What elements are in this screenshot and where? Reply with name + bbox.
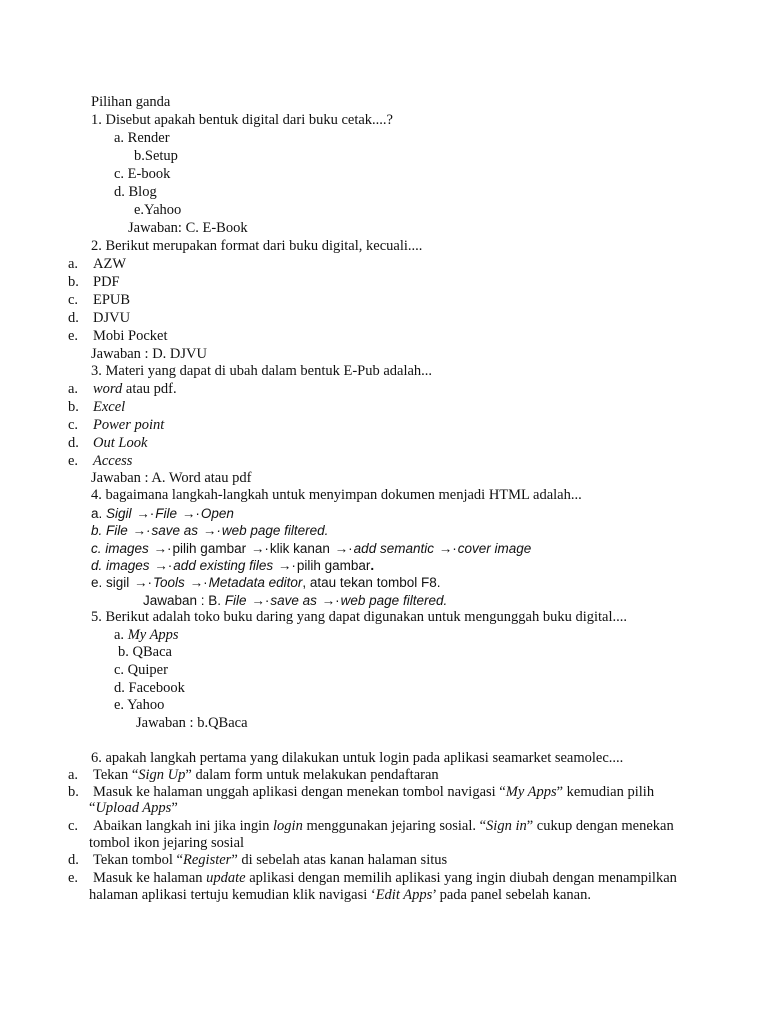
q6-e-pre: Masuk ke halaman bbox=[93, 870, 207, 886]
q4-b-step-1: b. File bbox=[91, 523, 128, 538]
q5-option-e: e. Yahoo bbox=[114, 697, 165, 713]
q2-letter-b: b. bbox=[68, 274, 79, 290]
q2-option-b: PDF bbox=[93, 274, 120, 290]
q6-e-l2-pre: halaman aplikasi tertuju kemudian klik navigasi ‘ bbox=[89, 887, 376, 903]
q6-e-l2-italic: Edit Apps bbox=[375, 887, 433, 903]
q4-option-b bbox=[91, 522, 328, 539]
q4-a-prefix: a. bbox=[91, 506, 107, 521]
q4-a-step-2: File bbox=[155, 506, 178, 521]
q6-letter-e: e. bbox=[68, 870, 79, 886]
q4-c-step-2: pilih gambar bbox=[172, 541, 247, 556]
q5-option-b: b. QBaca bbox=[118, 644, 172, 660]
arrow-icon: →· bbox=[202, 523, 221, 538]
arrow-icon: →· bbox=[153, 541, 172, 556]
q4-option-d bbox=[91, 557, 374, 574]
q3-letter-b: b. bbox=[68, 399, 79, 415]
q6-option-e-line-2 bbox=[89, 887, 591, 904]
question-1: 1. Disebut apakah bentuk digital dari buku cetak....? bbox=[91, 112, 393, 128]
q6-b-pre: Masuk ke halaman unggah aplikasi dengan menekan tombol navigasi “ bbox=[93, 784, 506, 800]
q1-option-a: a. Render bbox=[114, 130, 170, 146]
q1-answer: Jawaban: C. E-Book bbox=[128, 220, 248, 236]
q4-c-step-3: klik kanan bbox=[269, 541, 330, 556]
q6-letter-b: b. bbox=[68, 784, 79, 800]
q4-c-step-5: cover image bbox=[457, 541, 532, 556]
q4-b-step-2: save as bbox=[151, 523, 199, 538]
q6-c-mid: menggunakan jejaring sosial. “ bbox=[302, 818, 487, 834]
q6-option-c-line-2: tombol ikon jejaring sosial bbox=[89, 835, 245, 851]
arrow-icon: →· bbox=[321, 593, 340, 608]
q2-option-d: DJVU bbox=[93, 310, 131, 326]
question-3: 3. Materi yang dapat di ubah dalam bentuk E-Pub adalah... bbox=[91, 363, 433, 379]
arrow-icon: →· bbox=[277, 558, 296, 573]
q4-answer-step-3: web page filtered. bbox=[340, 593, 448, 608]
q6-c-italic: login bbox=[273, 818, 303, 834]
q2-letter-c: c. bbox=[68, 292, 79, 308]
q6-letter-a: a. bbox=[68, 767, 79, 783]
q4-answer-step-2: save as bbox=[270, 593, 317, 608]
q6-c-italic-2: Sign in bbox=[486, 818, 527, 834]
q3-answer: Jawaban : A. Word atau pdf bbox=[91, 470, 252, 486]
q3-letter-a: a. bbox=[68, 381, 79, 397]
q6-e-post: aplikasi dengan memilih aplikasi yang ingin diubah dengan menampilkan bbox=[245, 870, 677, 886]
q3-option-c: Power point bbox=[93, 417, 165, 433]
q6-option-b bbox=[93, 784, 654, 801]
q3-letter-e: e. bbox=[68, 453, 79, 469]
q6-b-post: ” kemudian pilih bbox=[556, 784, 655, 800]
arrow-icon: →· bbox=[181, 506, 200, 521]
q1-option-b: b.Setup bbox=[134, 148, 178, 164]
q4-e-rest: , atau tekan tombol F8. bbox=[302, 575, 441, 590]
q6-option-a bbox=[93, 767, 439, 784]
q4-d-step-3: pilih gambar bbox=[296, 558, 371, 573]
q4-d-step-2: add existing files bbox=[173, 558, 274, 573]
q4-answer-step-1: File bbox=[224, 593, 247, 608]
q4-a-step-1: Sigil bbox=[106, 506, 132, 521]
q6-letter-d: d. bbox=[68, 852, 79, 868]
arrow-icon: →· bbox=[132, 523, 151, 538]
q6-b-l2-italic: Upload Apps bbox=[95, 800, 172, 816]
q4-a-step-3: Open bbox=[200, 506, 234, 521]
q2-option-a: AZW bbox=[93, 256, 127, 272]
arrow-icon: →· bbox=[251, 593, 270, 608]
q6-c-post: ” cukup dengan menekan bbox=[526, 818, 674, 834]
arrow-icon: →· bbox=[334, 541, 353, 556]
q5-a-prefix: a. bbox=[114, 627, 128, 643]
q6-d-post: ” di sebelah atas kanan halaman situs bbox=[231, 852, 448, 868]
q4-d-period: . bbox=[370, 558, 375, 573]
q2-letter-e: e. bbox=[68, 328, 79, 344]
q3-letter-d: d. bbox=[68, 435, 79, 451]
q5-option-d: d. Facebook bbox=[114, 680, 185, 696]
arrow-icon: →· bbox=[154, 558, 173, 573]
q4-e-prefix: e. sigil bbox=[91, 575, 134, 590]
q6-a-italic: Sign Up bbox=[138, 767, 186, 783]
q4-option-e bbox=[91, 574, 440, 591]
q2-letter-a: a. bbox=[68, 256, 79, 272]
q5-option-a bbox=[114, 627, 179, 644]
q4-e-step-2: Metadata editor bbox=[208, 575, 303, 590]
q2-option-e: Mobi Pocket bbox=[93, 328, 168, 344]
q6-d-pre: Tekan tombol “ bbox=[93, 852, 183, 868]
q6-e-italic: update bbox=[206, 870, 246, 886]
q3-option-a-italic: word bbox=[93, 381, 123, 397]
q3-option-a bbox=[93, 381, 177, 398]
q6-b-l2-post: ” bbox=[171, 800, 178, 816]
q3-option-b: Excel bbox=[93, 399, 126, 415]
question-5: 5. Berikut adalah toko buku daring yang dapat digunakan untuk mengunggah buku digital.... bbox=[91, 609, 627, 625]
q5-option-c: c. Quiper bbox=[114, 662, 168, 678]
q4-c-step-4: add semantic bbox=[353, 541, 434, 556]
q2-letter-d: d. bbox=[68, 310, 79, 326]
q4-c-step-1: c. images bbox=[91, 541, 149, 556]
section-title: Pilihan ganda bbox=[91, 94, 171, 110]
arrow-icon: →· bbox=[189, 575, 208, 590]
q1-option-e: e.Yahoo bbox=[134, 202, 182, 218]
q6-d-italic: Register bbox=[183, 852, 232, 868]
q3-letter-c: c. bbox=[68, 417, 79, 433]
q6-a-pre: Tekan “ bbox=[93, 767, 139, 783]
q4-b-step-3: web page filtered. bbox=[221, 523, 329, 538]
arrow-icon: →· bbox=[438, 541, 457, 556]
q4-option-a bbox=[91, 505, 234, 522]
q2-option-c: EPUB bbox=[93, 292, 131, 308]
q5-answer: Jawaban : b.QBaca bbox=[136, 715, 248, 731]
q4-answer bbox=[143, 592, 447, 609]
q4-e-step-1: Tools bbox=[153, 575, 185, 590]
question-6: 6. apakah langkah pertama yang dilakukan untuk login pada aplikasi seamarket seamolec.... bbox=[91, 750, 624, 766]
arrow-icon: →· bbox=[136, 506, 155, 521]
q6-a-post: ” dalam form untuk melakukan pendaftaran bbox=[185, 767, 439, 783]
q3-option-d: Out Look bbox=[93, 435, 148, 451]
q4-option-c bbox=[91, 540, 531, 557]
q6-option-d bbox=[93, 852, 447, 869]
q5-a-italic: My Apps bbox=[127, 627, 179, 643]
q3-option-a-rest: atau pdf. bbox=[122, 381, 177, 397]
q6-option-c bbox=[93, 818, 674, 835]
q6-letter-c: c. bbox=[68, 818, 79, 834]
q3-option-e: Access bbox=[93, 453, 133, 469]
question-4: 4. bagaimana langkah-langkah untuk menyimpan dokumen menjadi HTML adalah... bbox=[91, 487, 582, 503]
arrow-icon: →· bbox=[134, 575, 153, 590]
arrow-icon: →· bbox=[250, 541, 269, 556]
q4-answer-prefix: Jawaban : B. bbox=[143, 593, 225, 608]
q6-b-italic: My Apps bbox=[505, 784, 557, 800]
q6-b-l2-pre: “ bbox=[89, 800, 96, 816]
q6-option-e bbox=[93, 870, 677, 887]
question-2: 2. Berikut merupakan format dari buku digital, kecuali.... bbox=[91, 238, 423, 254]
q6-option-b-line-2 bbox=[89, 800, 178, 817]
q6-e-l2-post: ’ pada panel sebelah kanan. bbox=[432, 887, 591, 903]
q2-answer: Jawaban : D. DJVU bbox=[91, 346, 207, 362]
q1-option-c: c. E-book bbox=[114, 166, 171, 182]
q6-c-pre: Abaikan langkah ini jika ingin bbox=[93, 818, 274, 834]
q4-d-step-1: d. images bbox=[91, 558, 150, 573]
q1-option-d: d. Blog bbox=[114, 184, 157, 200]
